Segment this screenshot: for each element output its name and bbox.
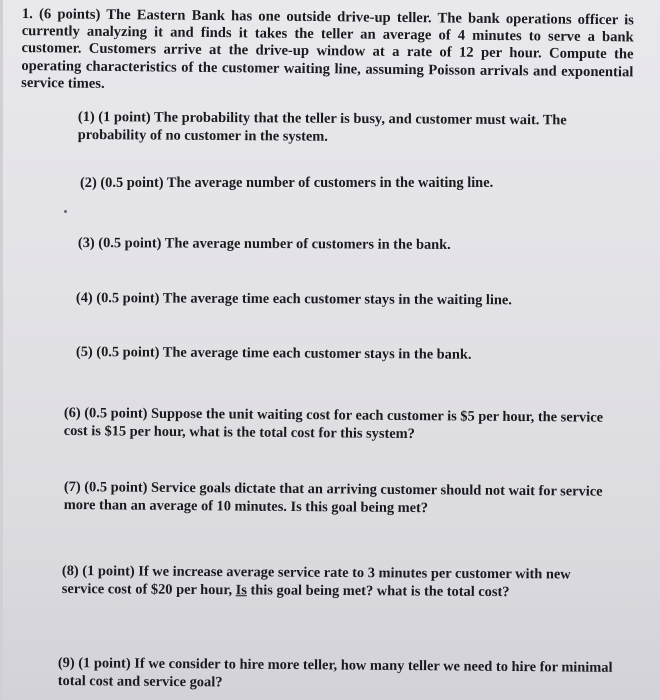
question-8-underlined-word: Is	[235, 582, 247, 599]
question-6: (6) (0.5 point) Suppose the unit waiting cost for each customer is $5 per hour, the service cost is $15 per hour, what is the total cost for this system?	[63, 404, 604, 443]
question-1: (1) (1 point) The probability that the teller is busy, and customer must wait. The probability of no customer in the system.	[77, 108, 567, 145]
question-8	[62, 562, 602, 602]
question-9: (9) (1 point) If we consider to hire more teller, how many teller we need to hire for minimal total cost and service goal?	[57, 654, 613, 691]
question-4: (4) (0.5 point) The average time each customer stays in the waiting line.	[75, 290, 512, 309]
question-2: (2) (0.5 point) The average number of customers in the waiting line.	[80, 175, 494, 191]
problem-statement: 1. (6 points) The Eastern Bank has one outside drive-up teller. The bank operations officer is currently analyzing it and finds it takes the teller an average of 4 minutes to serve a bank customer. Customers arrive at the drive-up window at a rate of 12 per hour. Compute the operating characteristics of the customer waiting line, assuming Poisson arrivals and exponential service times.	[21, 6, 634, 92]
question-8-text-start: (8) (1 point) If we increase average service rate to 3 minutes per customer with new service cost of $20 per hour,	[61, 563, 571, 599]
question-8-text-end: this goal being met? what is the total cost?	[246, 582, 510, 601]
question-7: (7) (0.5 point) Service goals dictate that an arriving customer should not wait for service more than an average of 10 minutes. Is this goal being met?	[63, 478, 603, 517]
question-3: (3) (0.5 point) The average number of customers in the bank.	[77, 234, 451, 253]
page-edge	[0, 0, 3, 700]
question-5: (5) (0.5 point) The average time each customer stays in the bank.	[75, 343, 472, 363]
paper-speck	[64, 210, 67, 213]
